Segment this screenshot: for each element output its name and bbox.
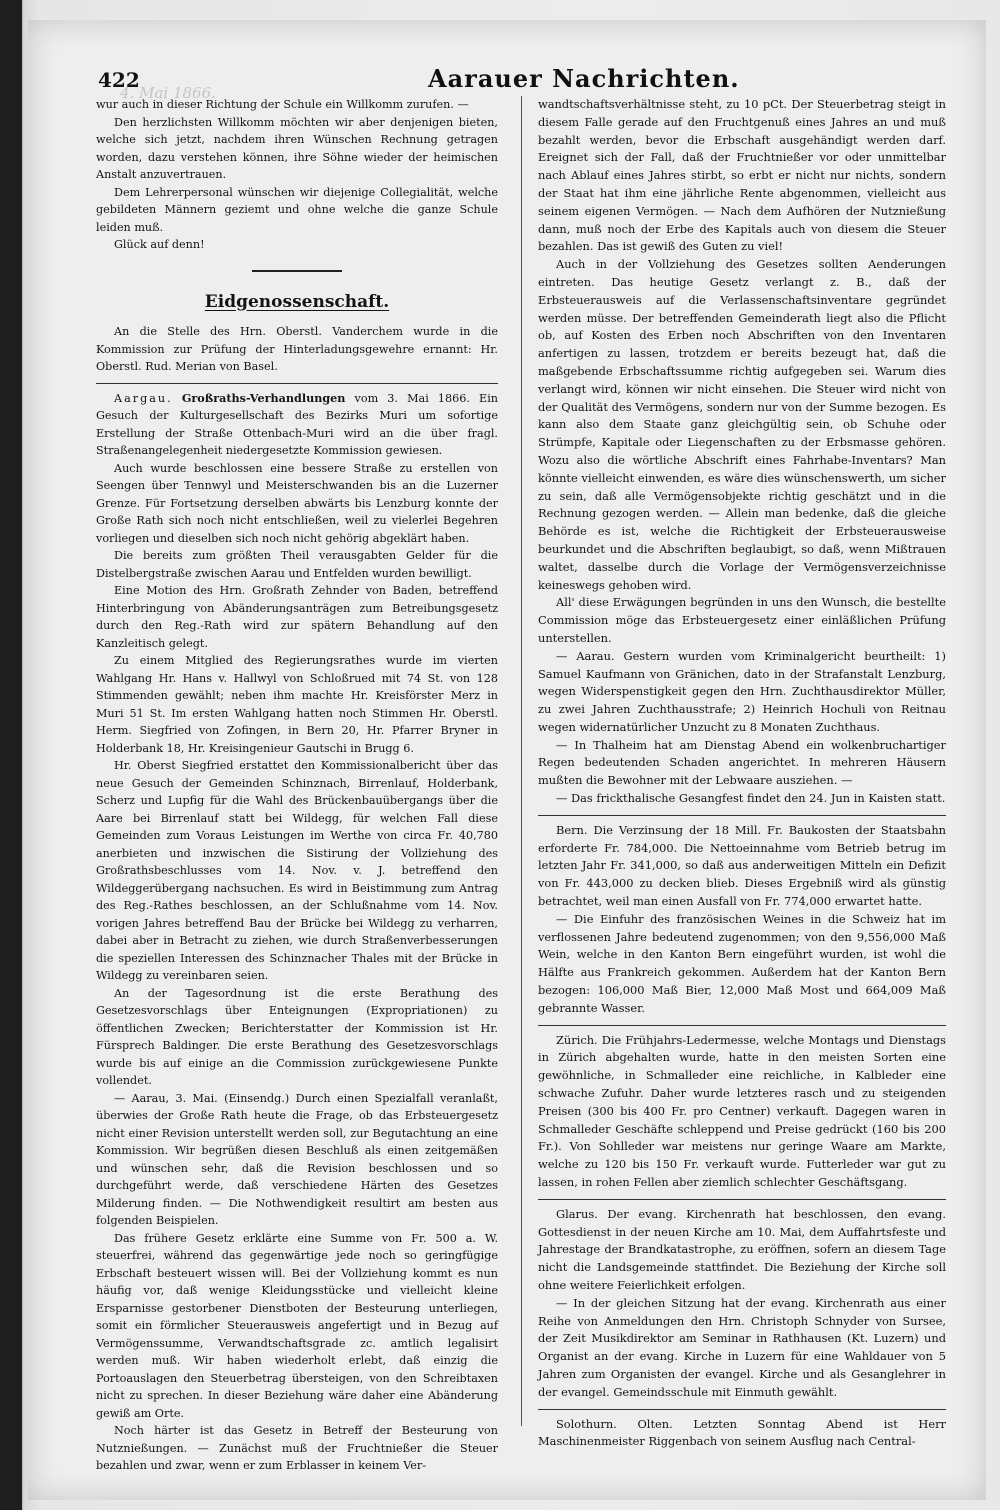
- article-paragraph: An die Stelle des Hrn. Oberstl. Vanderchem wurde in die Kommission zur Prüfung der Hinterladungsgewehre ernannt: Hr. Oberstl. Rud. Merian von Basel.: [96, 325, 498, 373]
- article-paragraph: — In der gleichen Sitzung hat der evang. Kirchenrath aus einer Reihe von Anmeldungen den Hrn. Christoph Schnyder von Sursee, der Zeit Musikdirektor am Seminar in Rathhausen (Kt. Luzern) und Organist an der evang. Kirche in Luzern für eine Wahldauer von 5 Jahren zum Organisten der evangel. Kirche und als Gesanglehrer in der evangel. Gemeindsschule mit Einmuth gewählt.: [538, 1295, 946, 1399]
- article-paragraph: Dem Lehrerpersonal wünschen wir diejenige Collegialität, welche gebildeten Männern geziemt und ohne welche die ganze Schule leiden muß.: [96, 185, 498, 234]
- article-paragraph: wur auch in dieser Richtung der Schule ein Willkomm zurufen. —: [96, 98, 469, 111]
- page-number: 422: [98, 68, 140, 92]
- article-paragraph: Eine Motion des Hrn. Großrath Zehnder von Baden, betreffend Hinterbringung von Abänderungsanträgen zum Betreibungsgesetz durch den Reg.-Rath wird zur spätern Behandlung auf den Kanzleitisch gelegt.: [96, 584, 498, 650]
- article-separator: [538, 1199, 946, 1200]
- article-paragraph: Zürich. Die Frühjahrs-Ledermesse, welche Montags und Dienstags in Zürich abgehalten wurde, hatte in den meisten Sorten eine gewöhnliche, in Schmalleder eine reichliche, in Kalbleder eine schwache Zufuhr. Daher wurde letzteres rasch und zu steigenden Preisen (300 bis 400 Fr. pro Centner) verkauft. Dagegen waren in Schmalleder Geschäfte schleppend und Preise gedrückt (160 bis 200 Fr.). Von Sohlleder war meistens nur geringe Waare am Markte, welche zu 120 bis 150 Fr. verkauft wurde. Futterleder war gut zu lassen, in rohen Fellen aber ziemlich schlechter Geschäftsgang.: [538, 1032, 946, 1190]
- article-paragraph: — Die Einfuhr des französischen Weines in die Schweiz hat im verflossenen Jahre bedeutend zugenommen; von den 9,556,000 Maß Wein, welche in den Kanton Bern eingeführt wurden, ist wohl die Hälfte aus Frankreich gekommen. Außerdem hat der Kanton Bern bezogen: 106,000 Maß Bier, 12,000 Maß Most und 664,009 Maß gebrannte Wasser.: [538, 911, 946, 1015]
- bleed-through-text: 4. Mai 1866.: [120, 84, 216, 102]
- book-binding-edge: [0, 0, 22, 1510]
- article-paragraph: — Aarau. Gestern wurden vom Kriminalgericht beurtheilt: 1) Samuel Kaufmann von Gränichen, dato in der Strafanstalt Lenzburg, wegen Widerspenstigkeit gegen den Hrn. Zuchthausdirektor Müller, zu zwei Jahren Zuchthausstrafe; 2) Heinrich Hochuli von Reitnau wegen widernatürlicher Unzucht zu 8 Monaten Zuchthaus.: [538, 648, 946, 734]
- article-paragraph: Glück auf denn!: [114, 238, 205, 251]
- article-paragraph: All' diese Erwägungen begründen in uns den Wunsch, die bestellte Commission möge das Erbsteuergesetz einer einläßlichen Prüfung unterstellen.: [538, 595, 946, 645]
- left-column: [96, 96, 498, 1475]
- article-paragraph: — In Thalheim hat am Dienstag Abend ein wolkenbruchartiger Regen bedeutenden Schaden angerichtet. In mehreren Häusern mußten die Bewohner mit der Lebwaare ausziehen. —: [538, 737, 946, 788]
- column-divider: [521, 96, 522, 1426]
- article-paragraph: Noch härter ist das Gesetz in Betreff der Besteurung von Nutznießungen. — Zunächst muß der Fruchtnießer die Steuer bezahlen und zwar, wenn er zum Erblasser in keinem Ver-: [96, 1424, 498, 1472]
- article-paragraph: Hr. Oberst Siegfried erstattet den Kommissionalbericht über das neue Gesuch der Gemeinden Schinznach, Birrenlauf, Holderbank, Scherz und Lupfig für die Wahl des Brückenbauübergangs über die Aare bei Birrenlauf statt bei Wildegg, für welchen Fall diese Gemeinden zum Voraus Leistungen im Werthe von circa Fr. 40,780 anerbieten und inzwischen die Sistirung der Vollziehung des Großrathsbeschlusses vom 14. Nov. v. J. betreffend den Wildeggerübergang nachsuchen. Es wird in Beistimmung zum Antrag des Reg.-Rathes beschlossen, an der Schlußnahme vom 14. Nov. vorigen Jahres betreffend Bau der Brücke bei Wildegg zu verharren, dabei aber in Betracht zu ziehen, wie durch Straßenverbesserungen die speziellen Interessen des Schinznacher Thales mit der Brücke in Wildegg zu vereinbaren seien.: [96, 759, 498, 982]
- article-paragraph: — Aarau, 3. Mai. (Einsendg.) Durch einen Spezialfall veranlaßt, überwies der Große Rath heute die Frage, ob das Erbsteuergesetz nicht einer Revision unterstellt werden soll, zur Begutachtung an eine Kommission. Wir begrüßen diesen Beschluß als einen zeitgemäßen und wünschen sehr, daß die Revision beschlossen und so durchgeführt werde, daß verschiedene Härten des Gesetzes Milderung finden. — Die Nothwendigkeit resultirt am besten aus folgenden Beispielen.: [96, 1091, 498, 1227]
- article-separator: [538, 1025, 946, 1026]
- newspaper-title: Aarauer Nachrichten.: [428, 64, 740, 93]
- article-paragraph: Glarus. Der evang. Kirchenrath hat beschlossen, den evang. Gottesdienst in der neuen Kirche am 10. Mai, dem Auffahrtsfeste und Jahrestage der Brandkatastrophe, zu eröffnen, sofern an diesem Tage nicht die Landsgemeinde stattfindet. Die Beziehung der Kirche soll ohne weitere Feierlichkeit erfolgen.: [538, 1206, 946, 1292]
- article-separator: [538, 1409, 946, 1410]
- article-paragraph: Solothurn. Olten. Letzten Sonntag Abend ist Herr Maschinenmeister Riggenbach von seinem Ausflug nach Central-: [538, 1416, 946, 1449]
- article-paragraph: An der Tagesordnung ist die erste Berathung des Gesetzesvorschlags über Enteignungen (Expropriationen) zu öffentlichen Zwecken; Berichterstatter der Kommission ist Hr. Fürsprech Baldinger. Die erste Berathung des Gesetzesvorschlags wurde bis auf einige an die Commission zurückgewiesene Punkte vollendet.: [96, 986, 498, 1087]
- article-paragraph: Das frühere Gesetz erklärte eine Summe von Fr. 500 a. W. steuerfrei, während das gegenwärtige jede noch so geringfügige Erbschaft besteuert wissen will. Bei der Vollziehung kommt es nun häufig vor, daß wenige Kleidungsstücke und vielleicht kleine Ersparnisse gestorbener Dienstboten der Besteurung unterliegen, somit ein förmlicher Steuerausweis angefertigt und in Bezug auf Vermögenssumme, Verwandtschaftsgrade zc. amtlich legalisirt werden muß. Wir haben wiederholt erlebt, daß einzig die Portoauslagen den Steuerbetrag übersteigen, von den Schreibtaxen nicht zu sprechen. In dieser Beziehung wäre daher eine Abänderung gewiß am Orte.: [96, 1231, 498, 1420]
- article-paragraph: Bern. Die Verzinsung der 18 Mill. Fr. Baukosten der Staatsbahn erforderte Fr. 784,000. Die Nettoeinnahme vom Betrieb betrug im letzten Jahr Fr. 341,000, so daß aus anderweitigen Mitteln ein Defizit von Fr. 443,000 zu decken blieb. Dieses Ergebniß wird als günstig betrachtet, weil man einen Ausfall von Fr. 774,000 erwartet hatte.: [538, 822, 946, 909]
- section-separator: [252, 270, 342, 272]
- article-separator: [96, 383, 498, 384]
- place-name: Aargau.: [114, 391, 173, 405]
- article-title: Großraths-Verhandlungen: [181, 390, 346, 405]
- article-paragraph: Die bereits zum größten Theil verausgabten Gelder für die Distelbergstraße zwischen Aarau und Entfelden wurden bewilligt.: [96, 549, 498, 580]
- article-paragraph: [96, 390, 498, 460]
- article-paragraph: Auch in der Vollziehung des Gesetzes sollten Aenderungen eintreten. Das heutige Gesetz verlangt z. B., daß der Erbsteuerausweis auf die Verlassenschaftsinventare gegründet werden müsse. Der betreffenden Gemeinderath liegt also die Pflicht ob, auf Kosten des Erben noch Abschriften von den Inventaren anfertigen zu lassen, trotzdem er bereits bezeugt hat, daß die maßgebende Erbschaftssumme richtig aufgegeben sei. Warum dies verlangt wird, können wir nicht einsehen. Die Steuer wird nicht von der Qualität des Vermögens, sondern nur von der Summe bezogen. Es kann also dem Staate ganz gleichgültig sein, ob Schuhe oder Strümpfe, Kapitale oder Liegenschaften zu der Erbsmasse gehören. Wozu also die wörtliche Abschrift eines Fahrhabe-Inventars? Man könnte vielleicht einwenden, es wäre dies wünschenswerth, um sicher zu sein, daß alle Vermögensobjekte richtig geschätzt und in die Rechnung gezogen werden. — Allein man bedenke, daß die gleiche Behörde es ist, welche die Richtigkeit der Erbsteuerausweise beurkundet und die Abschriften beglaubigt, so daß, wenn Mißtrauen waltet, dasselbe durch die Vorlage der Vermögensverzeichnisse keineswegs gehoben wird.: [538, 257, 946, 592]
- section-heading: Eidgenossenschaft.: [204, 291, 390, 312]
- article-paragraph: Den herzlichsten Willkomm möchten wir aber denjenigen bieten, welche sich jetzt, nachdem ihren Wünschen Rechnung getragen worden, dazu verstehen können, ihre Söhne wieder der heimischen Anstalt anzuvertrauen.: [96, 115, 498, 181]
- article-paragraph: wandtschaftsverhältnisse steht, zu 10 pCt. Der Steuerbetrag steigt in diesem Falle gerade auf den Fruchtgenuß eines Jahres an und muß bezahlt werden, bevor die Erbschaft ausgehändigt werden darf. Ereignet sich der Fall, daß der Fruchtnießer vor oder unmittelbar nach Ablauf eines Jahres stirbt, so erbt er nicht nur nichts, sondern der Staat hat ihm eine jährliche Rente abgenommen, vielleicht aus seinem eigenen Vermögen. — Nach dem Aufhören der Nutznießung dann, muß noch der Erbe des Kapitals auch von diesem die Steuer bezahlen. Das ist gewiß des Guten zu viel!: [538, 97, 946, 254]
- page-header: [98, 62, 934, 94]
- article-separator: [538, 815, 946, 816]
- article-text: vom 3. Mai 1866. Ein Gesuch der Kulturgesellschaft des Bezirks Muri um sofortige Erstellung der Straße Ottenbach-Muri wird an die über fragl. Straßenangelegenheit niedergesetzte Kommission gewiesen.: [96, 391, 499, 457]
- article-paragraph: Zu einem Mitglied des Regierungsrathes wurde im vierten Wahlgang Hr. Hans v. Hallwyl von Schloßrued mit 74 St. von 128 Stimmenden gewählt; neben ihm machte Hr. Kreisförster Merz in Muri 51 St. Im ersten Wahlgang hatten noch Stimmen Hr. Oberstl. Herm. Siegfried von Zofingen, in Bern 20, Hr. Pfarrer Bryner in Holderbank 18, Hr. Kreisingenieur Gautschi in Brugg 6.: [96, 654, 498, 755]
- article-paragraph: — Das frickthalische Gesangfest findet den 24. Jun in Kaisten statt.: [556, 791, 946, 806]
- article-paragraph: Auch wurde beschlossen eine bessere Straße zu erstellen von Seengen über Tennwyl und Meisterschwanden bis an die Luzerner Grenze. Für Fortsetzung derselben abwärts bis Lenzburg konnte der Große Rath sich noch nicht entschließen, weil zu vielerlei Begehren vorliegen und dieselben sich noch nicht gehörig abgeklärt haben.: [96, 461, 498, 545]
- right-column: [538, 96, 946, 1451]
